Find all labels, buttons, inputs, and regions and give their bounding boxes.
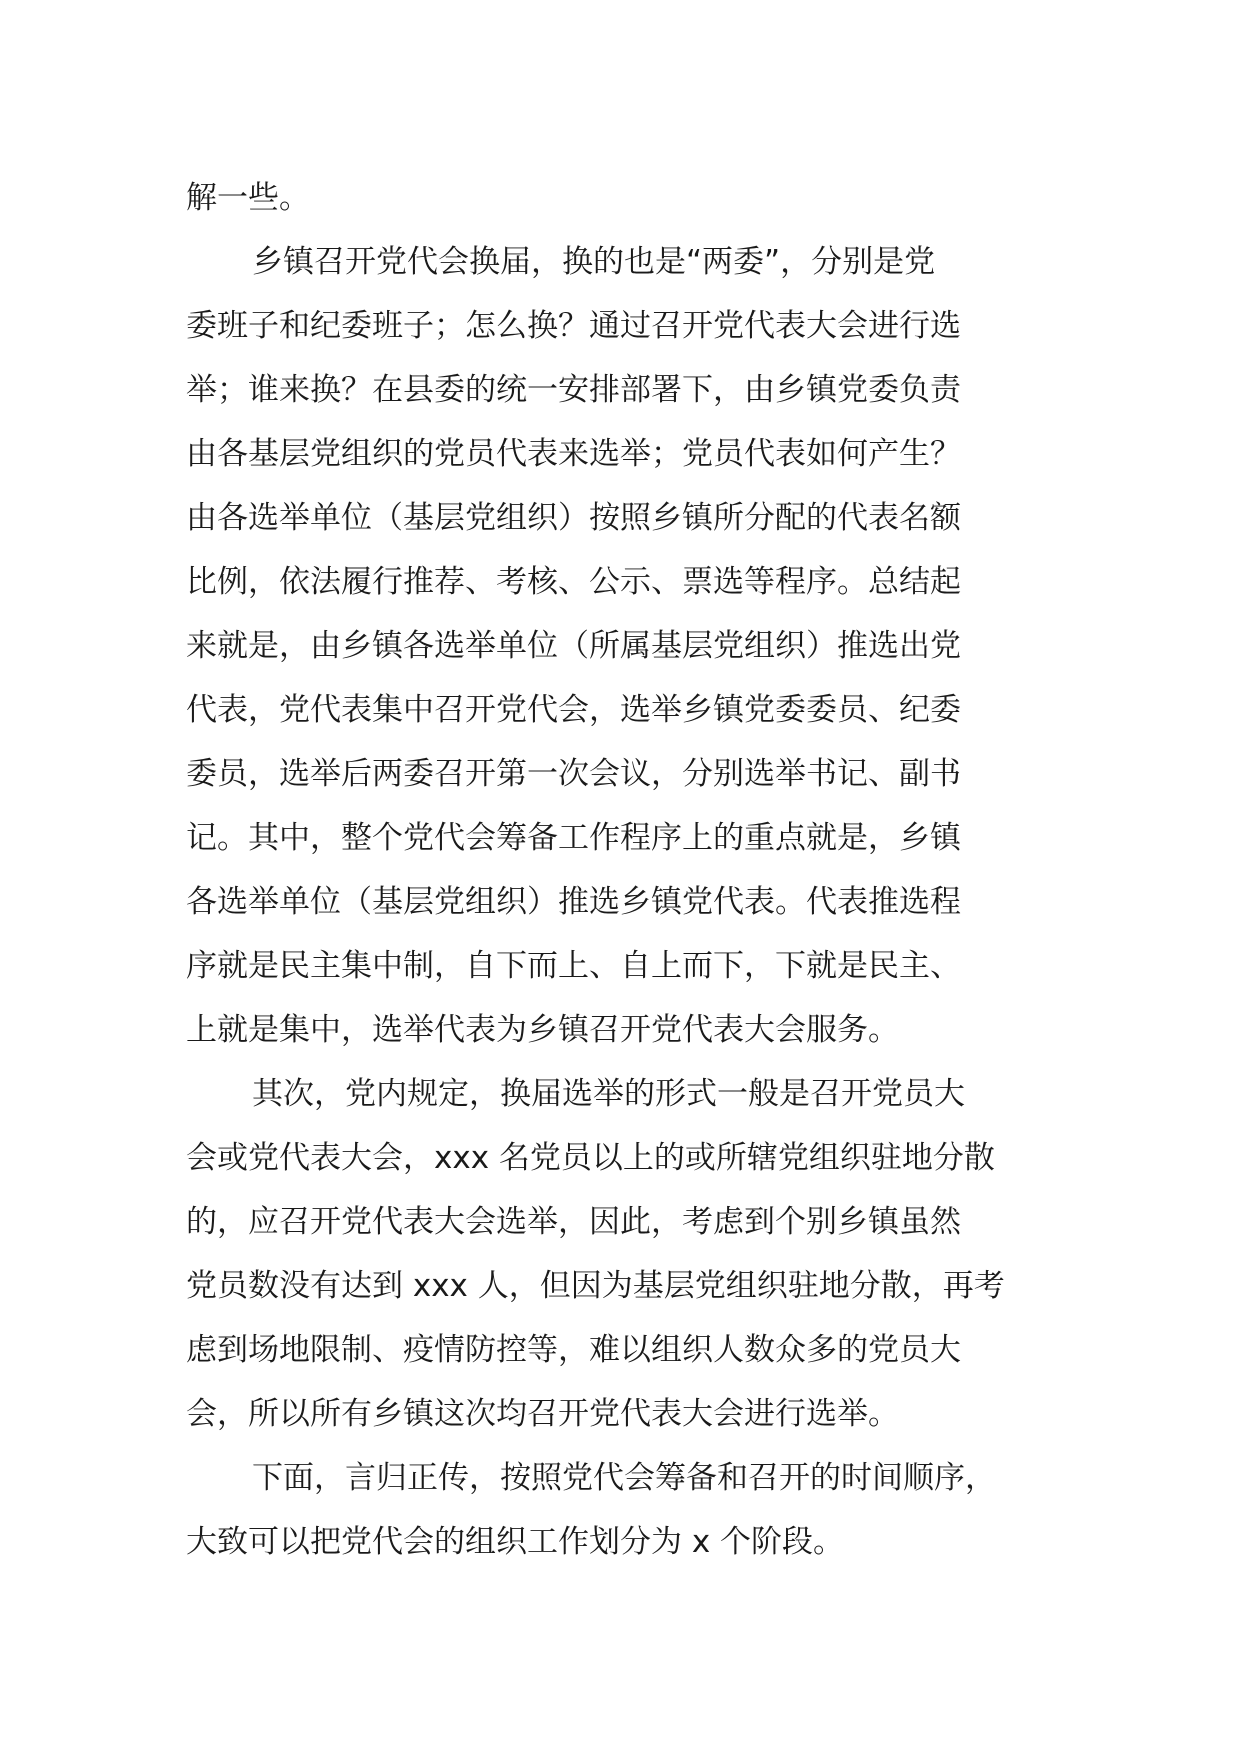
- text-line: 解一些。: [186, 180, 310, 216]
- text-line: 由各基层党组织的党员代表来选举；党员代表如何产生？: [186, 436, 961, 472]
- text-line: 比例，依法履行推荐、考核、公示、票选等程序。总结起: [186, 564, 961, 600]
- text-line: 会，所以所有乡镇这次均召开党代表大会进行选举。: [186, 1396, 899, 1432]
- text-line: 的，应召开党代表大会选举，因此，考虑到个别乡镇虽然: [186, 1204, 961, 1240]
- text-line: 虑到场地限制、疫情防控等，难以组织人数众多的党员大: [186, 1332, 961, 1368]
- text-line: 各选举单位（基层党组织）推选乡镇党代表。代表推选程: [186, 884, 961, 920]
- text-line: 序就是民主集中制，自下而上、自上而下，下就是民主、: [186, 948, 961, 984]
- text-line: 举；谁来换？在县委的统一安排部署下，由乡镇党委负责: [186, 372, 961, 408]
- text-line: 委班子和纪委班子；怎么换？通过召开党代表大会进行选: [186, 308, 961, 344]
- text-line: 乡镇召开党代会换届，换的也是“两委”，分别是党: [252, 244, 936, 280]
- text-line: 代表，党代表集中召开党代会，选举乡镇党委委员、纪委: [186, 692, 961, 728]
- body-text: [186, 166, 1046, 1574]
- text-line: 委员，选举后两委召开第一次会议，分别选举书记、副书: [186, 756, 961, 792]
- text-line: 来就是，由乡镇各选举单位（所属基层党组织）推选出党: [186, 628, 961, 664]
- text-line: 其次，党内规定，换届选举的形式一般是召开党员大: [252, 1076, 965, 1112]
- text-line: 由各选举单位（基层党组织）按照乡镇所分配的代表名额: [186, 500, 961, 536]
- text-line: 下面，言归正传，按照党代会筹备和召开的时间顺序，: [252, 1460, 996, 1496]
- text-line: 大致可以把党代会的组织工作划分为 x 个阶段。: [186, 1524, 845, 1560]
- text-line: 党员数没有达到 xxx 人，但因为基层党组织驻地分散，再考: [186, 1268, 1005, 1304]
- text-line: 上就是集中，选举代表为乡镇召开党代表大会服务。: [186, 1012, 899, 1048]
- text-line: 会或党代表大会，xxx 名党员以上的或所辖党组织驻地分散: [186, 1140, 995, 1176]
- text-line: 记。其中，整个党代会筹备工作程序上的重点就是，乡镇: [186, 820, 961, 856]
